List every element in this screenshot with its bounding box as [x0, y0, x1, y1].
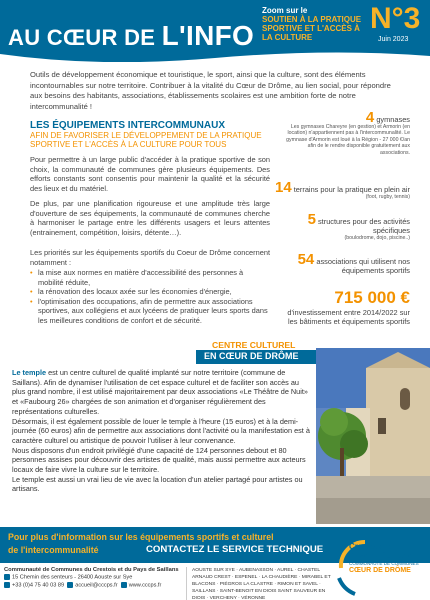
footer-contact [4, 567, 180, 590]
zoom-block [262, 6, 367, 42]
temple-photo [316, 348, 430, 524]
intro-paragraph: Outils de développement économique et touristique, le sport, ainsi que la culture, sont des éléments incontournables sur notre territoire. Contribuer à la vitalité du Cœur de Drôme, au lien social, pour répondre aux besoins des habitants, associations, établissements scolaires est une ambition forte de notre intercommunalité ! [30, 70, 391, 111]
footer-phone[interactable]: +33 (0)4 75 40 03 89 [12, 582, 65, 589]
equipements-paragraph-1: Pour permettre à un large public d'accéder à la pratique sportive de son choix, la communauté de communes gère plusieurs équipements. Des efforts constants sont consentis pour maintenir la qualité et la sécurité des lieux et du matériel. [30, 155, 270, 193]
list-item: • la mise aux normes en matière d'accessibilité des personnes à mobilité réduite, [30, 268, 270, 287]
email-icon [67, 582, 73, 588]
section-subtitle-equipements: AFIN DE FAVORISER LE DÉVELOPPEMENT DE LA PRATIQUE SPORTIVE ET L'ACCÈS À LA CULTURE POUR TOUS [30, 131, 262, 149]
footer-org: Communauté de Communes du Crestois et du Pays de Saillans [4, 567, 179, 573]
footer-communes: AOUSTE SUR SYE · AUBENASSON · AUREL · CHASTEL ARNAUD CREST · ESPENEL · LA CHAUDIÈRE · MIRABEL ET BLACONS · PIÉGROS LA CLASTRE · RIMON ET SAVEL · SAILLANS · SAINT-BENOIT EN DIOIS SAINT SAUVEUR EN DIOIS · VERCHENY · VÉRONNE [186, 567, 336, 600]
equipements-paragraph-2: De plus, par une planification rigoureuse et une amplitude très large d'ouverture de ses équipements, la communauté de communes cherche à harmoniser le partage entre les différents usagers et leurs attentes (entrainement, compétition, loisirs, détente…). [30, 199, 270, 237]
equipements-paragraph-3: Les priorités sur les équipements sportifs du Coeur de Drôme concernent notamment : [30, 248, 270, 267]
stat-gymnases: 4 gymnases Les gymnases Chareyre (en gestion) et Armorin (en location) n'appartiennent pas à l'intercommunalité. Le gymnase d'Armorin est loué à la Région - 27 000 €/an afin de le rendre disponible gratuitement aux associations. [286, 109, 410, 156]
web-icon [121, 582, 127, 588]
culture-title-line1: CENTRE CULTUREL [212, 340, 296, 350]
zoom-subject: SOUTIEN À LA PRATIQUE SPORTIVE ET L'ACCÈS À LA CULTURE [262, 15, 362, 42]
section-title-equipements: LES ÉQUIPEMENTS INTERCOMMUNAUX [30, 120, 226, 131]
zoom-label: Zoom sur le [262, 6, 308, 15]
footer-email[interactable]: accueil@cccps.fr [75, 582, 118, 589]
stat-investissement: 715 000 € d'investissement entre 2014/2022 sur les bâtiments et équipements sportifs [287, 288, 410, 326]
culture-title-line2: EN CŒUR DE DRÔME [204, 351, 299, 361]
issue-date: Juin 2023 [378, 36, 409, 43]
contact-cta[interactable]: CONTACTEZ LE SERVICE TECHNIQUE [146, 544, 324, 555]
phone-icon [4, 582, 10, 588]
map-pin-icon [4, 574, 10, 580]
list-item: • la rénovation des locaux axée sur les économies d'énergie, [30, 287, 270, 297]
culture-body: Le temple est un centre culturel de qualité implanté sur notre territoire (commune de Saillans). Afin de dynamiser l'utilisation de cet espace culturel et de faciliter son accès au plus grand nombre, il est utilisé majoritairement par deux associations «Le Théâtre de Nuit» et «Faubourg 26» chargées de son animation et d'organiser régulièrement des représentations culturelles. Désormais, il est également possible de louer le temple à l'heure (15 euros) et à la demi-journée (60 euros) afin de permettre aux associations dont l'activité ou la manifestation est à caractère culturel ou artistique de pouvoir l'utiliser à leur convenance. Nous disposons d'un endroit privilégié d'une capacité de 124 personnes debout et 80 personnes assises pour découvrir des artistes de qualité, mais aussi permettre aux acteurs locaux de faire vivre la culture sur le territoire. Le temple est aussi un vrai lieu de vie avec la location d'un atelier partagé pour artistes ou artisans. [12, 368, 310, 494]
list-item: • l'optimisation des occupations, afin de permettre aux associations sportives, aux collégiens et aux lycéens de pratiquer leurs sports dans les meilleures conditions de confort et de sécurité. [30, 297, 270, 326]
footer-web[interactable]: www.cccps.fr [128, 582, 162, 589]
stat-associations: 54 associations qui utilisent nos équipements sportifs [297, 251, 410, 275]
contact-line-2: de l'intercommunalité [8, 545, 99, 555]
community-logo: Crestois et Pays de Saillans COMMUNAUTÉ DE COMMUNES CŒUR DE DRÔME [335, 538, 430, 598]
stat-structures: 5 structures pour des activités spécifiques (boulodrome, dojo, piscine..) [307, 211, 410, 241]
priorities-list [30, 268, 270, 326]
newsletter-title: AU CŒUR DE L'INFO [8, 20, 255, 51]
issue-number: N°3 [370, 2, 421, 35]
footer-address: 15 Chemin des senteurs - 26400 Aouste sur Sye [12, 574, 133, 581]
stat-terrains: 14 terrains pour la pratique en plein air (foot, rugby, tennis) [274, 179, 410, 200]
contact-line-1: Pour plus d'information sur les équipements sportifs et culturel [8, 532, 274, 542]
